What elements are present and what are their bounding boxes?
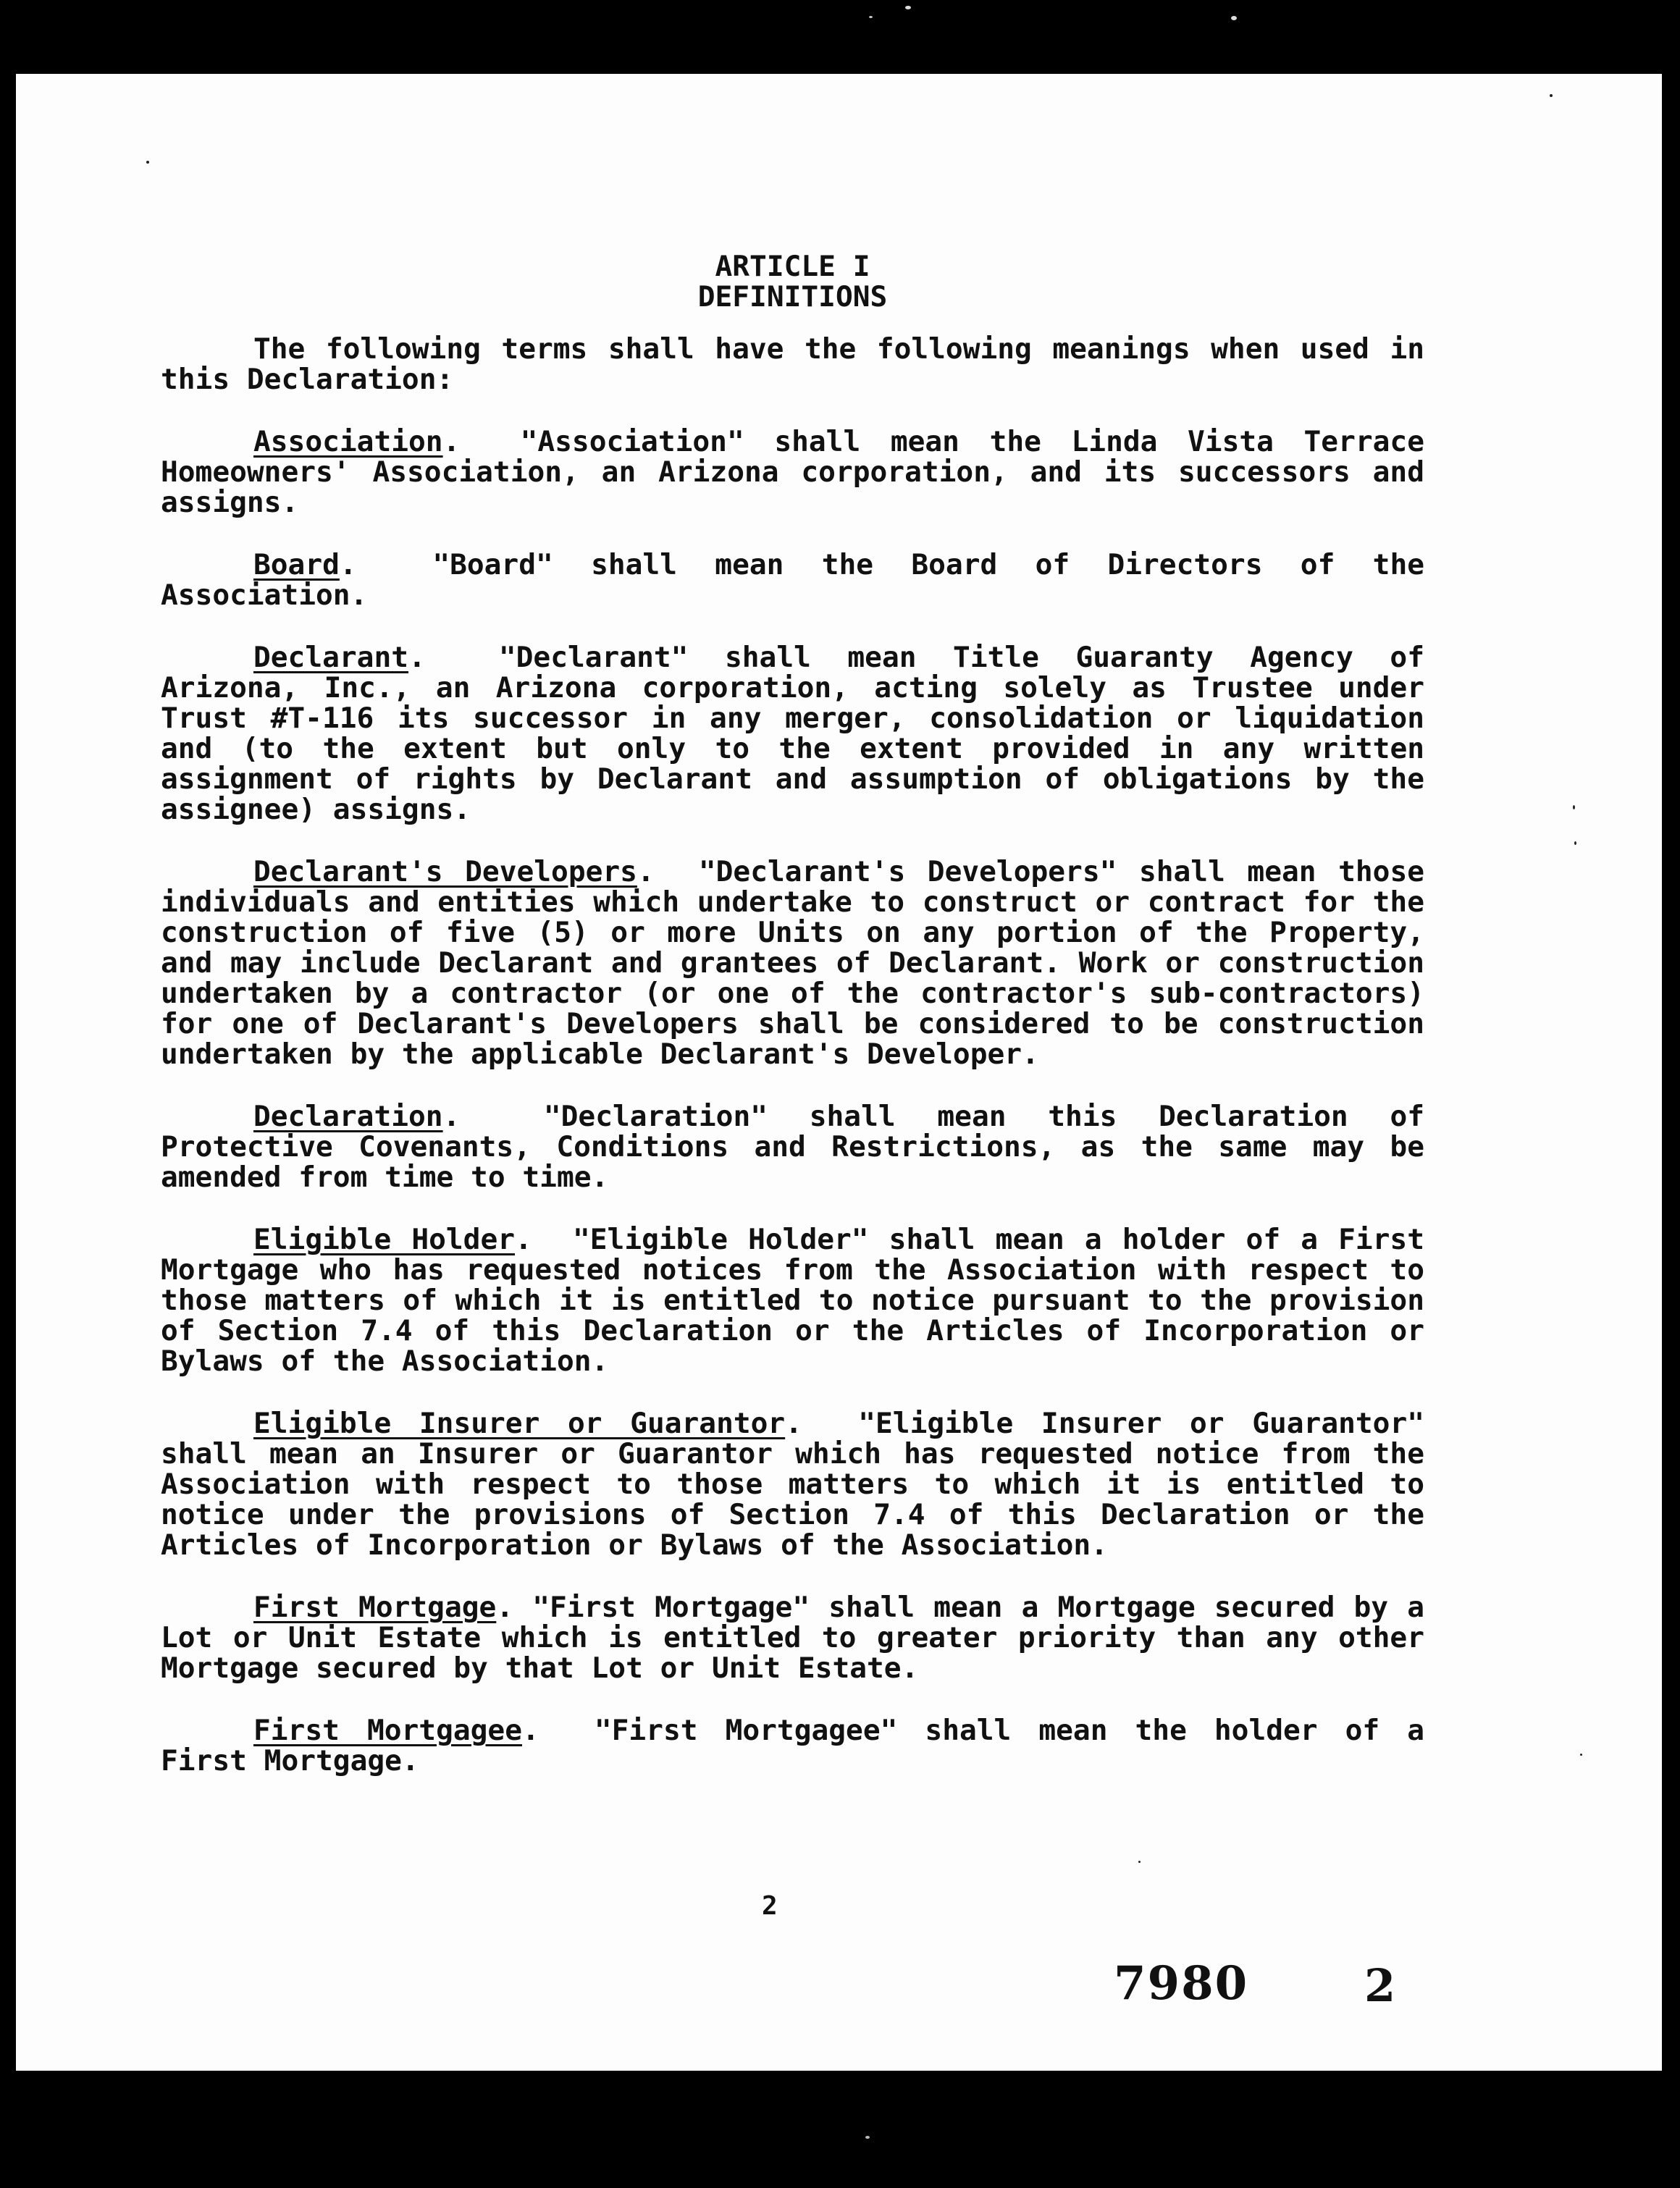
definition-term: Eligible Holder — [253, 1223, 516, 1256]
definition-term: Declarant's Developers — [253, 855, 637, 888]
article-title: DEFINITIONS — [697, 280, 888, 314]
definition-board: Board. "Board" shall mean the Board of Directors of the Association. — [161, 548, 1425, 612]
document-body — [161, 251, 1424, 1776]
definition-term: Board — [253, 548, 340, 581]
definition-eligible-holder: Eligible Holder. "Eligible Holder" shall mean a holder of a First Mortgage who has requested notices from the Association with respect to those matters of which it is entitled to notice pursuant to the provision of Section 7.4 of this Declaration or the Articles of Incorporation or Bylaws of the Association. — [161, 1223, 1424, 1378]
scan-speck — [1574, 841, 1576, 845]
definition-declaration: Declaration. "Declaration" shall mean this Declaration of Protective Covenants, Conditions and Restrictions, as the same may be amended from time to time. — [161, 1100, 1425, 1194]
definition-text: "First Mortgage" shall mean a Mortgage secured by a Lot or Unit Estate which is entitled to greater priority than any other Mortgage secured by that Lot or Unit Estate. — [161, 1591, 1425, 1685]
definition-first-mortgage: First Mortgage. "First Mortgage" shall mean a Mortgage secured by a Lot or Unit Estate which is entitled to greater priority than any other Mortgage secured by that Lot or Unit Estate. — [161, 1591, 1425, 1685]
definition-declarants-developers: Declarant's Developers. "Declarant's Developers" shall mean those individuals and entities which undertake to construct or contract for the construction of five (5) or more Units on any portion of the Property, and may include Declarant and grantees of Declarant. Work or construction undertaken by a contractor (or one of the contractor's sub-contractors) for one of Declarant's Developers shall be considered to be construction undertaken by the applicable Declarant's Developer. — [161, 855, 1425, 1071]
definition-eligible-insurer: Eligible Insurer or Guarantor. "Eligible Insurer or Guarantor" shall mean an Insurer or Guarantor which has requested notice from the Association with respect to those matters to which it is entitled to notice under the provisions of Section 7.4 of this Declaration or the Articles of Incorporation or Bylaws of the Association. — [161, 1407, 1425, 1562]
definition-text: "Association" shall mean the Linda Vista Terrace Homeowners' Association, an Arizona corporation, and its successors and assigns. — [161, 425, 1424, 519]
definition-text: "First Mortgagee" shall mean the holder of a First Mortgage. — [161, 1714, 1425, 1777]
page-stamp: 2 — [1364, 1959, 1396, 2012]
scan-speck — [869, 16, 873, 18]
definition-text: "Declarant" shall mean Title Guaranty Agency of Arizona, Inc., an Arizona corporation, acting solely as Trustee under Trust #T-116 its successor in any merger, consolidation or liquidation and (to the extent but only to the extent provided in any written assignment of rights by Declarant and assumption of obligations by the assignee) assigns. — [161, 641, 1424, 826]
article-number: ARTICLE I — [715, 250, 870, 283]
article-heading — [161, 251, 1424, 312]
scan-speck — [1573, 805, 1575, 809]
scan-speck — [865, 2136, 870, 2139]
definition-text: "Board" shall mean the Board of Directors of the Association. — [161, 548, 1425, 612]
page-number: 2 — [762, 1891, 778, 1921]
scan-speck — [146, 161, 149, 164]
definition-first-mortgagee: First Mortgagee. "First Mortgagee" shall mean the holder of a First Mortgage. — [161, 1714, 1425, 1777]
document-number-stamp: 7980 — [1114, 1956, 1249, 2011]
definition-term: First Mortgage — [253, 1591, 497, 1624]
definition-text: "Declaration" shall mean this Declaration of Protective Covenants, Conditions and Restrictions, as the same may be amended from time to time. — [161, 1100, 1425, 1194]
definition-term: Eligible Insurer or Guarantor — [253, 1407, 786, 1440]
definition-declarant: Declarant. "Declarant" shall mean Title Guaranty Agency of Arizona, Inc., an Arizona corporation, acting solely as Trustee under Trust #T-116 its successor in any merger, consolidation or liquidation and (to the extent but only to the extent provided in any written assignment of rights by Declarant and assumption of obligations by the assignee) assigns. — [161, 641, 1424, 826]
definition-term: Association — [253, 425, 443, 458]
scan-speck — [1550, 94, 1553, 97]
scan-speck — [1580, 1754, 1582, 1756]
definition-association: Association. "Association" shall mean the Linda Vista Terrace Homeowners' Association, an Arizona corporation, and its successors and assigns. — [161, 425, 1424, 519]
scan-speck — [1138, 1861, 1141, 1863]
definition-text: "Declarant's Developers" shall mean those individuals and entities which undertake to construct or contract for the construction of five (5) or more Units on any portion of the Property, and may include Declarant and grantees of Declarant. Work or construction undertaken by a contractor (or one of the contractor's sub-contractors) for one of Declarant's Developers shall be considered to be construction undertaken by the applicable Declarant's Developer. — [161, 855, 1425, 1071]
scan-speck — [905, 6, 911, 9]
definition-term: First Mortgagee — [253, 1714, 522, 1747]
intro-paragraph: The following terms shall have the following meanings when used in this Declaration: — [161, 332, 1424, 396]
definition-term: Declarant — [253, 641, 409, 674]
definition-text: "Eligible Holder" shall mean a holder of a First Mortgage who has requested notices from the Association with respect to those matters of which it is entitled to notice pursuant to the provision of Section 7.4 of this Declaration or the Articles of Incorporation or Bylaws of the Association. — [161, 1223, 1424, 1378]
document-page — [16, 74, 1662, 2071]
definition-text: "Eligible Insurer or Guarantor" shall mean an Insurer or Guarantor which has requested notice from the Association with respect to those matters to which it is entitled to notice under the provisions of Section 7.4 of this Declaration or the Articles of Incorporation or Bylaws of the Association. — [161, 1407, 1425, 1562]
definition-term: Declaration — [253, 1100, 443, 1133]
scan-speck — [1231, 16, 1237, 20]
